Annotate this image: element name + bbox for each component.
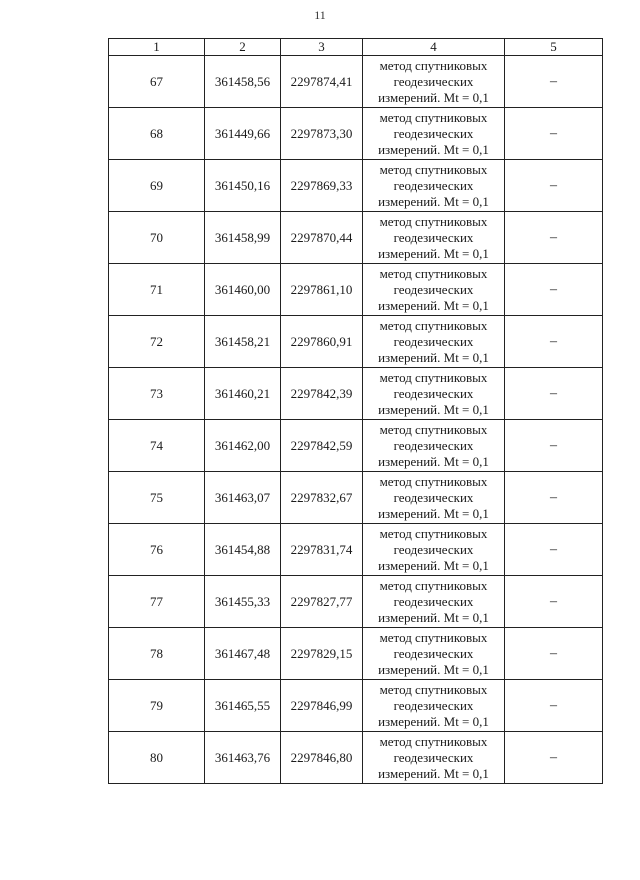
note-cell: – bbox=[505, 212, 603, 264]
method-text-line: геодезических bbox=[393, 749, 474, 765]
x-coordinate-cell: 361463,76 bbox=[205, 732, 281, 784]
point-number-cell: 79 bbox=[109, 680, 205, 732]
point-number-cell: 69 bbox=[109, 160, 205, 212]
table-row bbox=[109, 212, 603, 264]
x-coordinate-cell: 361460,00 bbox=[205, 264, 281, 316]
column-header: 5 bbox=[505, 39, 603, 56]
table-row bbox=[109, 108, 603, 160]
y-coordinate-cell: 2297861,10 bbox=[281, 264, 363, 316]
table-row bbox=[109, 264, 603, 316]
method-text-line: геодезических bbox=[393, 281, 474, 297]
point-number-cell: 67 bbox=[109, 56, 205, 108]
y-coordinate-cell: 2297842,59 bbox=[281, 420, 363, 472]
method-text-line: измерений. Mt = 0,1 bbox=[378, 141, 489, 157]
method-text-line: геодезических bbox=[393, 125, 474, 141]
method-text-line: метод спутниковых bbox=[379, 733, 488, 749]
table-row bbox=[109, 680, 603, 732]
column-header: 1 bbox=[109, 39, 205, 56]
x-coordinate-cell: 361449,66 bbox=[205, 108, 281, 160]
point-number-cell: 77 bbox=[109, 576, 205, 628]
y-coordinate-cell: 2297846,99 bbox=[281, 680, 363, 732]
method-text-line: измерений. Mt = 0,1 bbox=[378, 713, 489, 729]
x-coordinate-cell: 361465,55 bbox=[205, 680, 281, 732]
method-cell bbox=[363, 368, 505, 420]
method-text-line: измерений. Mt = 0,1 bbox=[378, 349, 489, 365]
column-header: 3 bbox=[281, 39, 363, 56]
column-header: 4 bbox=[363, 39, 505, 56]
y-coordinate-cell: 2297842,39 bbox=[281, 368, 363, 420]
method-text-line: метод спутниковых bbox=[379, 473, 488, 489]
method-text-line: измерений. Mt = 0,1 bbox=[378, 245, 489, 261]
note-cell: – bbox=[505, 732, 603, 784]
y-coordinate-cell: 2297829,15 bbox=[281, 628, 363, 680]
point-number-cell: 68 bbox=[109, 108, 205, 160]
method-text-line: метод спутниковых bbox=[379, 317, 488, 333]
method-cell bbox=[363, 420, 505, 472]
table-body bbox=[109, 56, 603, 784]
method-text-line: метод спутниковых bbox=[379, 629, 488, 645]
point-number-cell: 70 bbox=[109, 212, 205, 264]
x-coordinate-cell: 361455,33 bbox=[205, 576, 281, 628]
method-text-line: геодезических bbox=[393, 645, 474, 661]
x-coordinate-cell: 361458,99 bbox=[205, 212, 281, 264]
method-text-line: метод спутниковых bbox=[379, 109, 488, 125]
note-cell: – bbox=[505, 628, 603, 680]
x-coordinate-cell: 361454,88 bbox=[205, 524, 281, 576]
method-text-line: измерений. Mt = 0,1 bbox=[378, 193, 489, 209]
y-coordinate-cell: 2297846,80 bbox=[281, 732, 363, 784]
note-cell: – bbox=[505, 420, 603, 472]
table-row bbox=[109, 576, 603, 628]
table-row bbox=[109, 524, 603, 576]
method-text-line: метод спутниковых bbox=[379, 421, 488, 437]
point-number-cell: 73 bbox=[109, 368, 205, 420]
point-number-cell: 71 bbox=[109, 264, 205, 316]
note-cell: – bbox=[505, 472, 603, 524]
y-coordinate-cell: 2297870,44 bbox=[281, 212, 363, 264]
table-row bbox=[109, 56, 603, 108]
point-number-cell: 74 bbox=[109, 420, 205, 472]
y-coordinate-cell: 2297869,33 bbox=[281, 160, 363, 212]
table-row bbox=[109, 732, 603, 784]
y-coordinate-cell: 2297831,74 bbox=[281, 524, 363, 576]
y-coordinate-cell: 2297860,91 bbox=[281, 316, 363, 368]
point-number-cell: 76 bbox=[109, 524, 205, 576]
y-coordinate-cell: 2297874,41 bbox=[281, 56, 363, 108]
method-cell bbox=[363, 56, 505, 108]
method-cell bbox=[363, 160, 505, 212]
method-text-line: измерений. Mt = 0,1 bbox=[378, 401, 489, 417]
method-cell bbox=[363, 264, 505, 316]
method-text-line: измерений. Mt = 0,1 bbox=[378, 557, 489, 573]
x-coordinate-cell: 361458,56 bbox=[205, 56, 281, 108]
point-number-cell: 80 bbox=[109, 732, 205, 784]
x-coordinate-cell: 361462,00 bbox=[205, 420, 281, 472]
method-cell bbox=[363, 628, 505, 680]
method-text-line: геодезических bbox=[393, 437, 474, 453]
method-text-line: метод спутниковых bbox=[379, 265, 488, 281]
table-row bbox=[109, 420, 603, 472]
note-cell: – bbox=[505, 680, 603, 732]
method-cell bbox=[363, 732, 505, 784]
method-text-line: геодезических bbox=[393, 229, 474, 245]
method-text-line: метод спутниковых bbox=[379, 161, 488, 177]
y-coordinate-cell: 2297832,67 bbox=[281, 472, 363, 524]
method-text-line: измерений. Mt = 0,1 bbox=[378, 453, 489, 469]
x-coordinate-cell: 361460,21 bbox=[205, 368, 281, 420]
method-cell bbox=[363, 316, 505, 368]
table-row bbox=[109, 160, 603, 212]
note-cell: – bbox=[505, 108, 603, 160]
x-coordinate-cell: 361463,07 bbox=[205, 472, 281, 524]
method-text-line: геодезических bbox=[393, 73, 474, 89]
note-cell: – bbox=[505, 56, 603, 108]
method-text-line: геодезических bbox=[393, 697, 474, 713]
table-row bbox=[109, 472, 603, 524]
method-text-line: геодезических bbox=[393, 333, 474, 349]
coordinates-table bbox=[108, 38, 603, 784]
x-coordinate-cell: 361450,16 bbox=[205, 160, 281, 212]
method-text-line: измерений. Mt = 0,1 bbox=[378, 505, 489, 521]
point-number-cell: 75 bbox=[109, 472, 205, 524]
method-text-line: измерений. Mt = 0,1 bbox=[378, 89, 489, 105]
method-text-line: измерений. Mt = 0,1 bbox=[378, 609, 489, 625]
method-cell bbox=[363, 472, 505, 524]
method-cell bbox=[363, 108, 505, 160]
method-text-line: измерений. Mt = 0,1 bbox=[378, 661, 489, 677]
method-text-line: метод спутниковых bbox=[379, 57, 488, 73]
method-text-line: геодезических bbox=[393, 593, 474, 609]
method-text-line: измерений. Mt = 0,1 bbox=[378, 297, 489, 313]
method-text-line: метод спутниковых bbox=[379, 681, 488, 697]
point-number-cell: 72 bbox=[109, 316, 205, 368]
note-cell: – bbox=[505, 576, 603, 628]
table-header-row bbox=[109, 39, 603, 56]
method-cell bbox=[363, 524, 505, 576]
x-coordinate-cell: 361467,48 bbox=[205, 628, 281, 680]
note-cell: – bbox=[505, 264, 603, 316]
method-text-line: измерений. Mt = 0,1 bbox=[378, 765, 489, 781]
method-cell bbox=[363, 680, 505, 732]
method-text-line: геодезических bbox=[393, 385, 474, 401]
method-text-line: геодезических bbox=[393, 541, 474, 557]
method-text-line: геодезических bbox=[393, 489, 474, 505]
column-header: 2 bbox=[205, 39, 281, 56]
note-cell: – bbox=[505, 524, 603, 576]
note-cell: – bbox=[505, 368, 603, 420]
method-cell bbox=[363, 576, 505, 628]
method-text-line: метод спутниковых bbox=[379, 525, 488, 541]
method-text-line: метод спутниковых bbox=[379, 213, 488, 229]
table-row bbox=[109, 628, 603, 680]
y-coordinate-cell: 2297827,77 bbox=[281, 576, 363, 628]
method-text-line: геодезических bbox=[393, 177, 474, 193]
table-row bbox=[109, 368, 603, 420]
table-row bbox=[109, 316, 603, 368]
note-cell: – bbox=[505, 160, 603, 212]
page-number: 11 bbox=[314, 8, 326, 22]
method-cell bbox=[363, 212, 505, 264]
method-text-line: метод спутниковых bbox=[379, 369, 488, 385]
point-number-cell: 78 bbox=[109, 628, 205, 680]
method-text-line: метод спутниковых bbox=[379, 577, 488, 593]
x-coordinate-cell: 361458,21 bbox=[205, 316, 281, 368]
y-coordinate-cell: 2297873,30 bbox=[281, 108, 363, 160]
note-cell: – bbox=[505, 316, 603, 368]
